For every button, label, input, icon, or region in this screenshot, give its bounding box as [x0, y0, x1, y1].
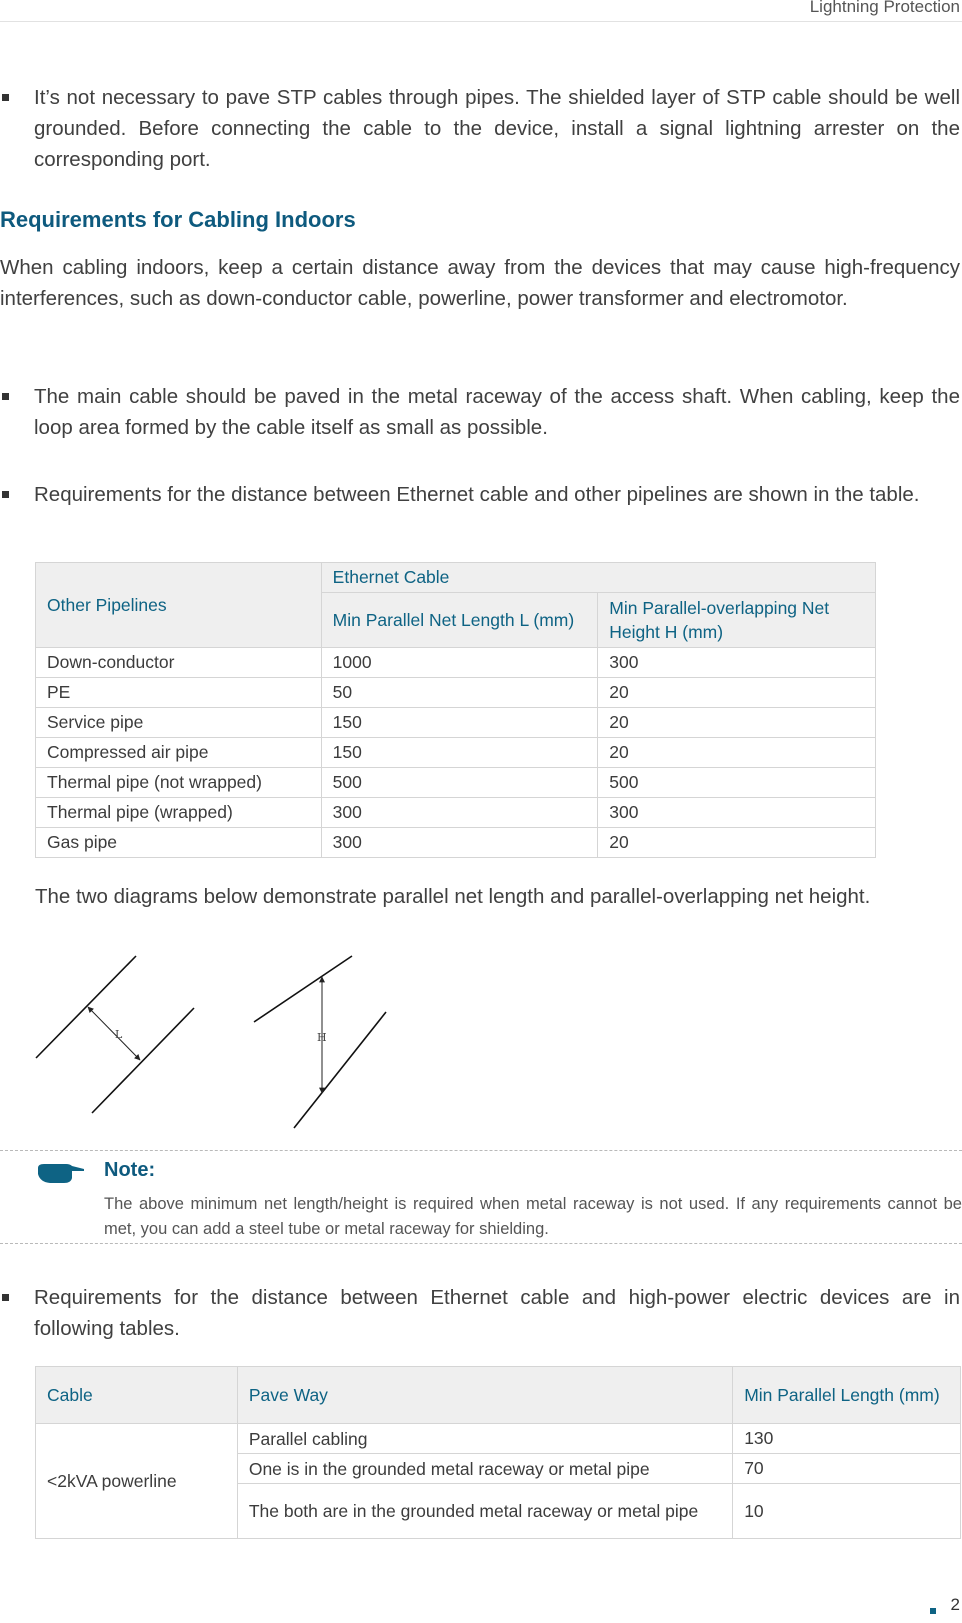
table-cell: 1000: [321, 648, 598, 678]
bullet-text: Requirements for the distance between Ethernet cable and high-power electric devices are in following tables.: [34, 1286, 960, 1340]
bullet-icon: [2, 94, 9, 101]
length-diagram: [36, 956, 194, 1113]
table-cell: Down-conductor: [36, 648, 322, 678]
table-cell: Thermal pipe (wrapped): [36, 798, 322, 828]
table-row: [36, 678, 876, 708]
table-cell: Thermal pipe (not wrapped): [36, 768, 322, 798]
table-row: [36, 798, 876, 828]
header-min-parallel-length: Min Parallel Length (mm): [733, 1367, 961, 1424]
table-header-row: [36, 563, 876, 593]
table-row: [36, 828, 876, 858]
cable-line: [254, 956, 352, 1022]
table-cell: 10: [733, 1484, 961, 1539]
section-title: Requirements for Cabling Indoors: [0, 207, 356, 232]
pipeline-line: [92, 1008, 194, 1113]
table-cell: 300: [598, 648, 876, 678]
table-cell: 500: [598, 768, 876, 798]
table-cell: 20: [598, 828, 876, 858]
table-cell: Parallel cabling: [237, 1424, 732, 1454]
table-header-row: [36, 1367, 961, 1424]
bullet-text: Requirements for the distance between Ethernet cable and other pipelines are shown in the table.: [34, 483, 920, 506]
note-body: The above minimum net length/height is required when metal raceway is not used. If any requirements cannot be met, you can add a steel tube or metal raceway for shielding.: [104, 1195, 962, 1238]
table-cell: 20: [598, 738, 876, 768]
table-cell: The both are in the grounded metal raceway or metal pipe: [237, 1484, 732, 1539]
table-cell: PE: [36, 678, 322, 708]
pipelines-table: [35, 562, 876, 858]
header-pave-way: Pave Way: [237, 1367, 732, 1424]
header-other-pipelines: Other Pipelines: [36, 563, 322, 648]
height-label: H: [317, 1031, 327, 1044]
page-marker-icon: [930, 1608, 936, 1614]
note-border-bottom: [0, 1243, 962, 1244]
note-border-top: [0, 1150, 962, 1151]
table-cell: 300: [321, 828, 598, 858]
table-row: [36, 708, 876, 738]
cable-line: [36, 956, 136, 1058]
table-cell: One is in the grounded metal raceway or metal pipe: [237, 1454, 732, 1484]
parallel-diagram: [30, 952, 390, 1132]
table-cell: 20: [598, 708, 876, 738]
bullet-text: The main cable should be paved in the metal raceway of the access shaft. When cabling, keep the loop area formed by the cable itself as small as possible.: [34, 385, 960, 439]
bullet-icon: [2, 491, 9, 498]
table-row: [36, 768, 876, 798]
table-cell: Compressed air pipe: [36, 738, 322, 768]
pointing-hand-icon: [36, 1160, 86, 1186]
table-cell: 150: [321, 738, 598, 768]
bullet-text: It’s not necessary to pave STP cables through pipes. The shielded layer of STP cable should be well grounded. Before connecting the cable to the device, install a signal lightning arrester on the corresponding port.: [34, 86, 960, 171]
length-label: L: [115, 1028, 123, 1041]
bullet-icon: [2, 393, 9, 400]
table-cell: 50: [321, 678, 598, 708]
table-cell: Gas pipe: [36, 828, 322, 858]
header-rule: [0, 21, 962, 22]
cable-cell: <2kVA powerline: [36, 1424, 238, 1539]
section-paragraph: When cabling indoors, keep a certain distance away from the devices that may cause high-frequency interferences, such as down-conductor cable, powerline, power transformer and electromotor.: [0, 256, 960, 310]
header-ethernet-cable: Ethernet Cable: [321, 563, 875, 593]
table-cell: 130: [733, 1424, 961, 1454]
table-cell: 300: [321, 798, 598, 828]
power-devices-table: [35, 1366, 961, 1539]
table-cell: 150: [321, 708, 598, 738]
table-row: [36, 738, 876, 768]
diagram-caption: The two diagrams below demonstrate parallel net length and parallel-overlapping net height.: [35, 885, 871, 908]
table-cell: Service pipe: [36, 708, 322, 738]
table-row: [36, 648, 876, 678]
height-diagram: [254, 956, 386, 1128]
running-title: Lightning Protection: [809, 0, 960, 16]
note-title: Note:: [104, 1159, 156, 1181]
table-cell: 20: [598, 678, 876, 708]
bullet-icon: [2, 1294, 9, 1301]
table-row: [36, 1424, 961, 1454]
table-cell: 300: [598, 798, 876, 828]
table-cell: 500: [321, 768, 598, 798]
header-min-length: Min Parallel Net Length L (mm): [321, 593, 598, 648]
pipeline-line: [294, 1012, 386, 1128]
length-arrow: [88, 1007, 140, 1060]
table-cell: 70: [733, 1454, 961, 1484]
header-min-height: Min Parallel-overlapping Net Height H (mm): [598, 593, 876, 648]
header-cable: Cable: [36, 1367, 238, 1424]
page-number: 2: [950, 1595, 960, 1614]
